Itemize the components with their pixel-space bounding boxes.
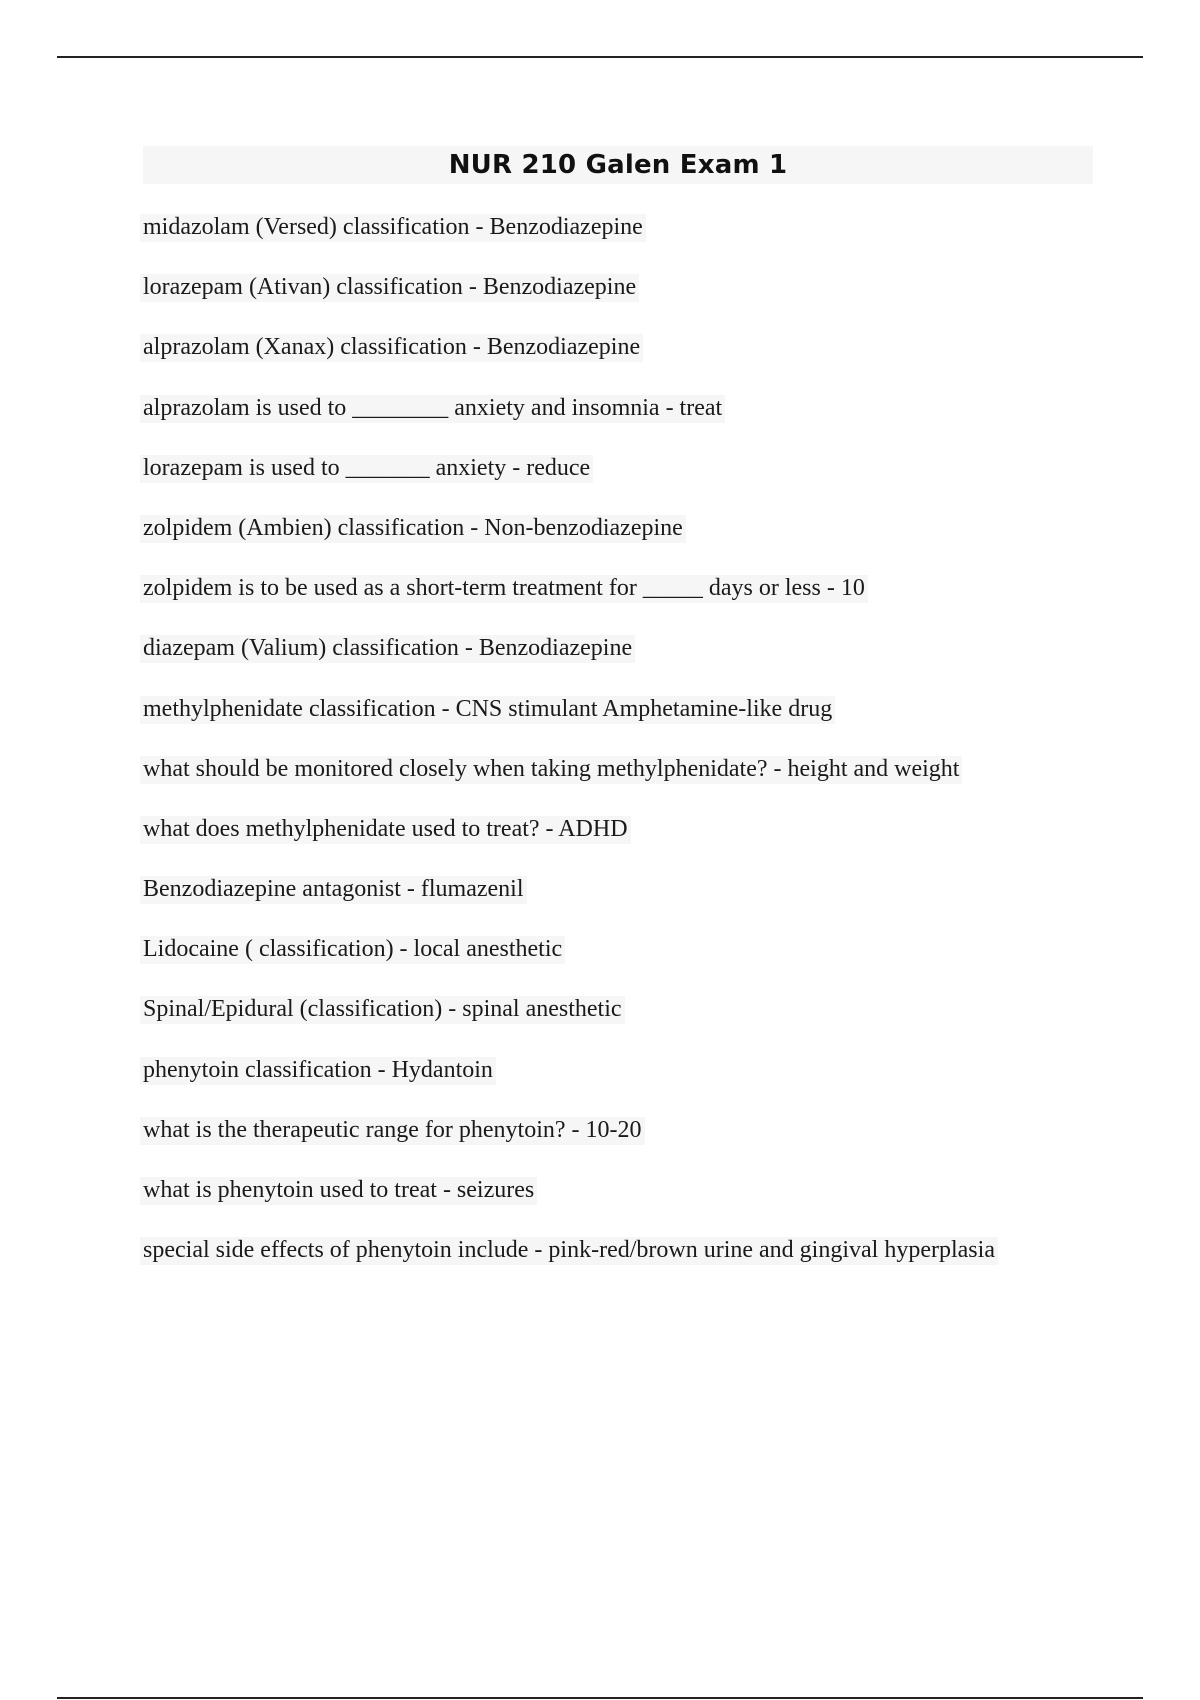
qa-text: special side effects of phenytoin include - pink-red/brown urine and gingival hyperplasia <box>140 1237 998 1265</box>
qa-text: midazolam (Versed) classification - Benzodiazepine <box>140 214 646 242</box>
qa-text: methylphenidate classification - CNS stimulant Amphetamine-like drug <box>140 696 835 724</box>
header-rule <box>57 56 1143 58</box>
qa-text: alprazolam is used to ________ anxiety and insomnia - treat <box>140 395 725 423</box>
qa-item <box>143 211 1093 243</box>
qa-item <box>143 753 1093 785</box>
qa-text: what is the therapeutic range for phenytoin? - 10-20 <box>140 1117 645 1145</box>
qa-item <box>143 572 1093 604</box>
qa-item <box>143 331 1093 363</box>
qa-item <box>143 632 1093 664</box>
qa-item <box>143 1234 1093 1266</box>
qa-item <box>143 512 1093 544</box>
qa-item <box>143 693 1093 725</box>
footer-rule <box>57 1697 1143 1699</box>
qa-text: Lidocaine ( classification) - local anesthetic <box>140 936 565 964</box>
qa-text: zolpidem (Ambien) classification - Non-benzodiazepine <box>140 515 686 543</box>
qa-item <box>143 1114 1093 1146</box>
qa-item <box>143 1174 1093 1206</box>
qa-text: alprazolam (Xanax) classification - Benzodiazepine <box>140 334 643 362</box>
qa-text: what should be monitored closely when taking methylphenidate? - height and weight <box>140 756 962 784</box>
qa-text: Spinal/Epidural (classification) - spinal anesthetic <box>140 996 625 1024</box>
qa-text: zolpidem is to be used as a short-term treatment for _____ days or less - 10 <box>140 575 868 603</box>
qa-item <box>143 933 1093 965</box>
qa-item <box>143 1054 1093 1086</box>
qa-text: what is phenytoin used to treat - seizures <box>140 1177 537 1205</box>
title-bar <box>143 146 1093 184</box>
qa-text: diazepam (Valium) classification - Benzodiazepine <box>140 635 635 663</box>
qa-item <box>143 813 1093 845</box>
document-body <box>143 146 1093 1294</box>
page-title: NUR 210 Galen Exam 1 <box>448 150 788 180</box>
qa-list <box>143 211 1093 1266</box>
qa-text: phenytoin classification - Hydantoin <box>140 1057 496 1085</box>
qa-text: lorazepam (Ativan) classification - Benzodiazepine <box>140 274 639 302</box>
qa-item <box>143 993 1093 1025</box>
qa-item <box>143 392 1093 424</box>
qa-item <box>143 452 1093 484</box>
qa-text: what does methylphenidate used to treat? - ADHD <box>140 816 631 844</box>
qa-text: lorazepam is used to _______ anxiety - reduce <box>140 455 593 483</box>
qa-item <box>143 873 1093 905</box>
qa-item <box>143 271 1093 303</box>
qa-text: Benzodiazepine antagonist - flumazenil <box>140 876 527 904</box>
